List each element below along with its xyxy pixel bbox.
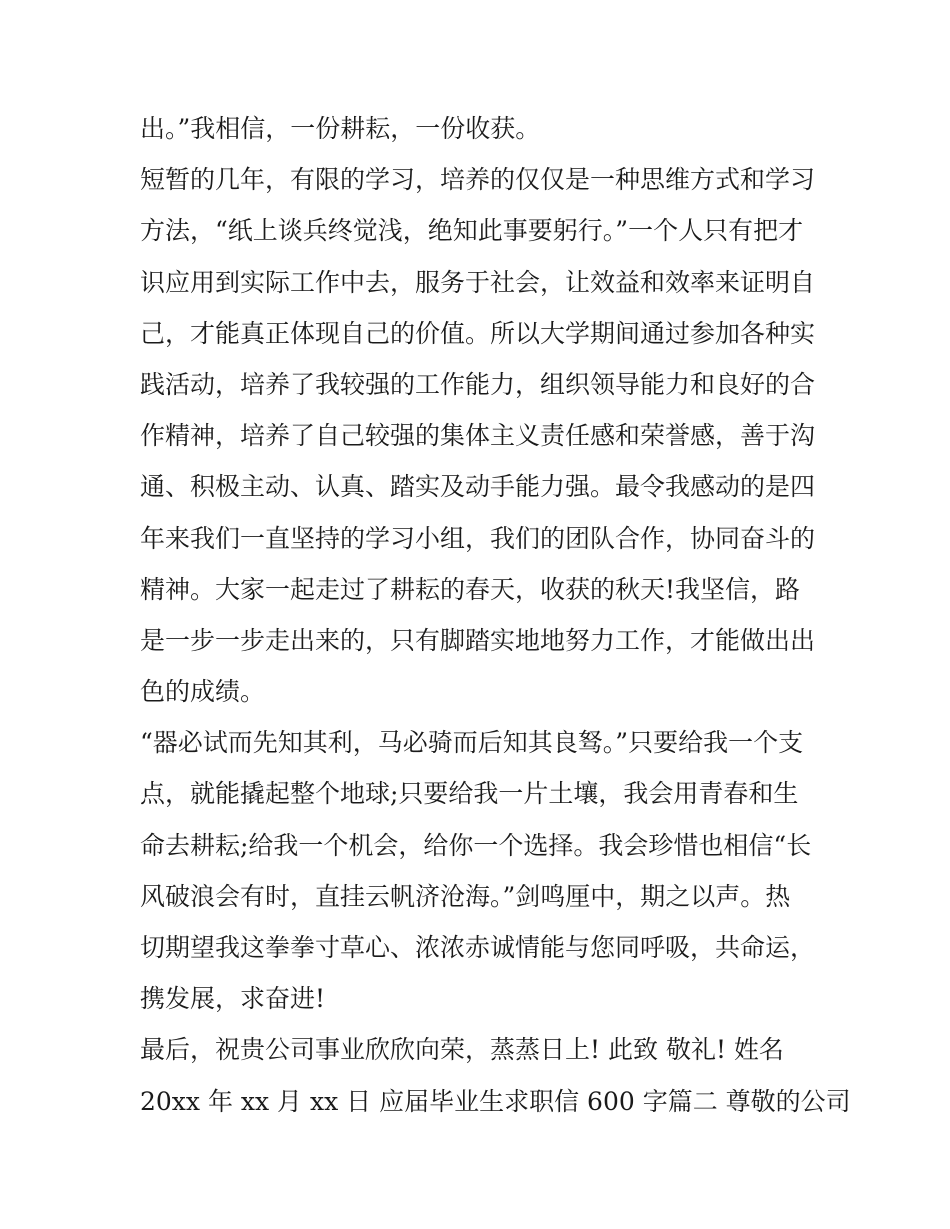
text-line: 短暂的几年，有限的学习，培养的仅仅是一种思维方式和学习	[140, 165, 816, 195]
text-line: 20xx 年 xx 月 xx 日 应届毕业生求职信 600 字篇二 尊敬的公司	[140, 1086, 851, 1116]
text-line: 风破浪会有时，直挂云帆济沧海。”剑鸣厘中，期之以声。热	[140, 881, 791, 911]
text-line: 通、积极主动、认真、踏实及动手能力强。最令我感动的是四	[140, 472, 816, 502]
text-line: 色的成绩。	[140, 677, 266, 707]
text-line: “器必试而先知其利，马必骑而后知其良驽。”只要给我一个支	[140, 728, 804, 758]
document-body	[140, 103, 851, 1127]
text-line: 点，就能撬起整个地球;只要给我一片土壤，我会用青春和生	[140, 779, 799, 809]
text-line: 践活动，培养了我较强的工作能力，组织领导能力和良好的合	[140, 369, 816, 399]
text-line: 出。”我相信，一份耕耘，一份收获。	[140, 114, 541, 143]
text-line: 命去耕耘;给我一个机会，给你一个选择。我会珍惜也相信“长	[140, 830, 812, 860]
text-line: 携发展，求奋进!	[140, 984, 326, 1014]
text-line: 年来我们一直坚持的学习小组，我们的团队合作，协同奋斗的	[140, 523, 816, 553]
text-line: 是一步一步走出来的，只有脚踏实地地努力工作，才能做出出	[140, 625, 816, 655]
text-line: 识应用到实际工作中去，服务于社会，让效益和效率来证明自	[140, 267, 816, 297]
text-line: 己，才能真正体现自己的价值。所以大学期间通过参加各种实	[140, 318, 816, 348]
text-line: 最后，祝贵公司事业欣欣向荣，蒸蒸日上! 此致 敬礼! 姓名	[140, 1035, 784, 1065]
text-line: 方法，“纸上谈兵终觉浅，绝知此事要躬行。”一个人只有把才	[140, 216, 804, 246]
text-line: 切期望我这拳拳寸草心、浓浓赤诚情能与您同呼吸，共命运，	[140, 933, 816, 962]
text-line: 作精神，培养了自己较强的集体主义责任感和荣誉感，善于沟	[140, 421, 816, 451]
text-line: 精神。大家一起走过了耕耘的春天，收获的秋天!我坚信，路	[140, 574, 801, 604]
